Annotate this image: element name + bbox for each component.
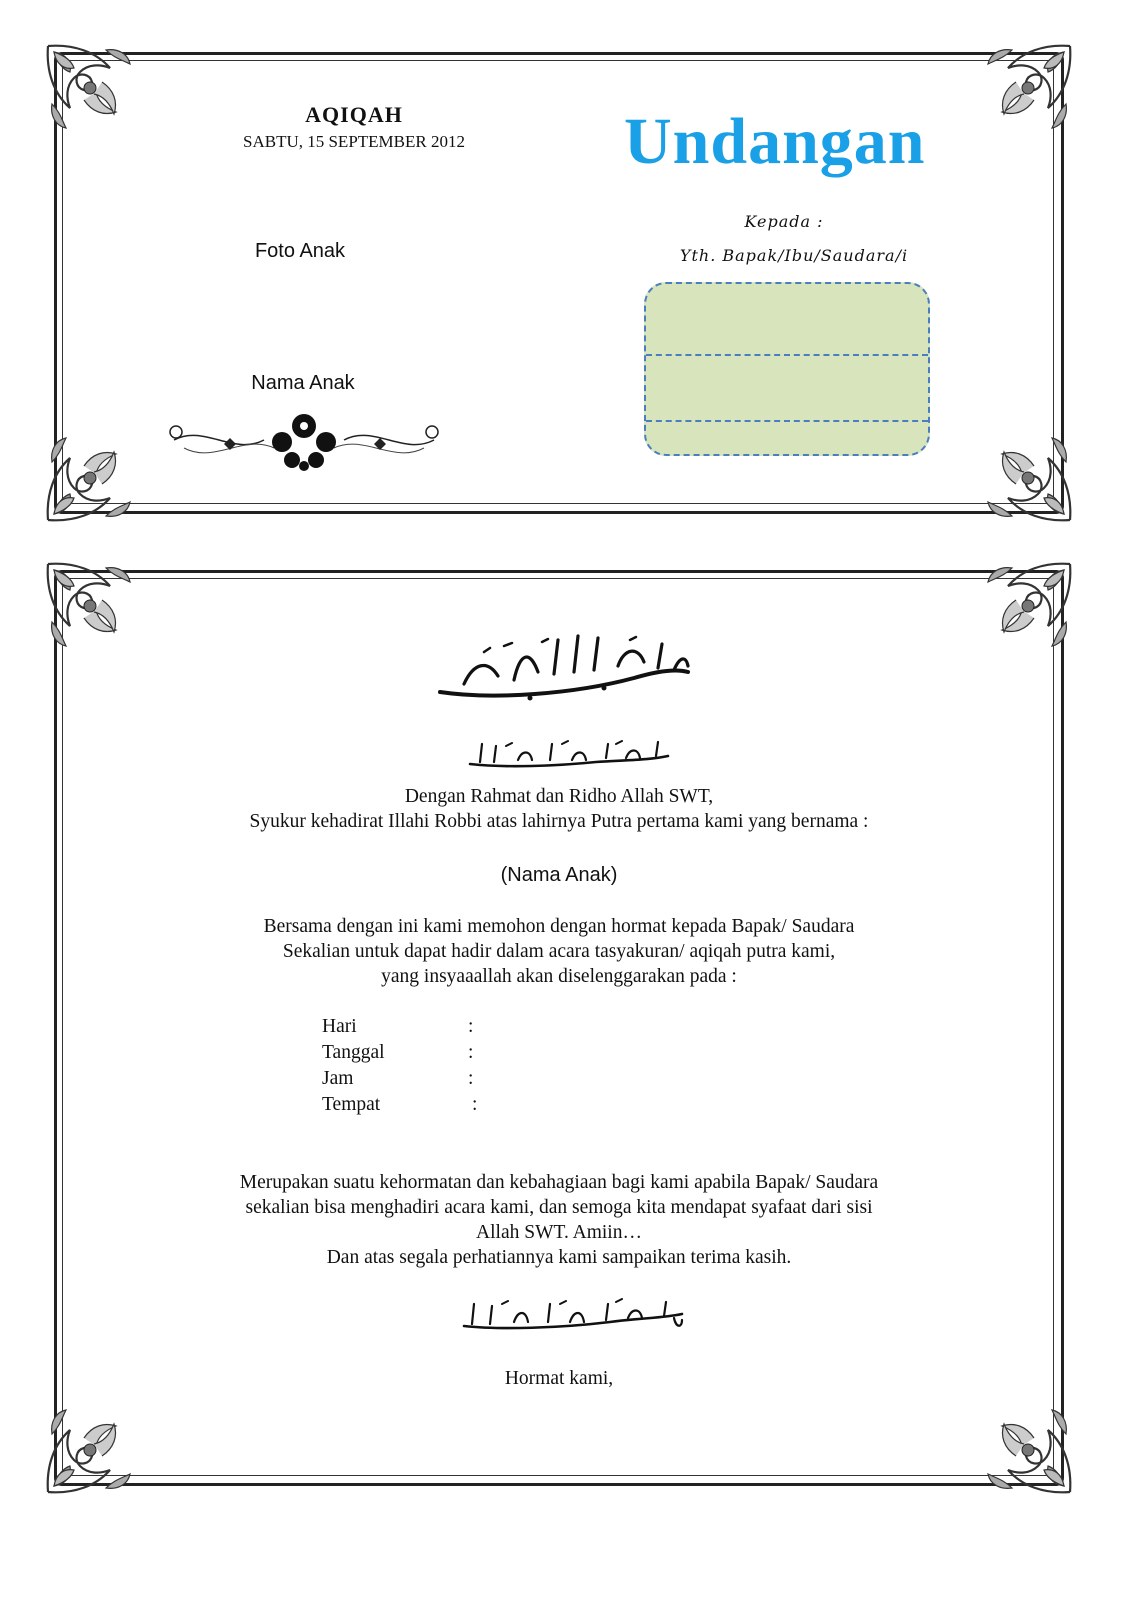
corner-ornament-icon bbox=[44, 560, 134, 650]
opening-line: Syukur kehadirat Illahi Robbi atas lahirnya Putra pertama kami yang bernama : bbox=[249, 811, 869, 832]
detail-label-tanggal: Tanggal bbox=[322, 1042, 385, 1063]
detail-separator: : bbox=[468, 1068, 474, 1089]
closing-text bbox=[84, 1170, 1034, 1270]
request-line: yang insyaaallah akan diselenggarakan pada : bbox=[381, 966, 737, 987]
request-text bbox=[84, 914, 1034, 989]
event-date: SABTU, 15 SEPTEMBER 2012 bbox=[243, 132, 465, 151]
floral-divider-icon bbox=[164, 404, 444, 474]
address-line bbox=[646, 354, 928, 356]
invitation-front-card bbox=[44, 42, 1074, 524]
corner-ornament-icon bbox=[984, 1406, 1074, 1496]
name-placeholder: Nama Anak bbox=[251, 372, 355, 394]
corner-ornament-icon bbox=[44, 1406, 134, 1496]
photo-placeholder: Foto Anak bbox=[254, 240, 346, 262]
closing-line: sekalian bisa menghadiri acara kami, dan semoga kita mendapat syafaat dari sisi bbox=[245, 1197, 873, 1218]
event-title: AQIQAH bbox=[305, 102, 403, 127]
invitation-title: Undangan bbox=[624, 105, 926, 178]
waalaikumsalam-calligraphy-icon bbox=[460, 1296, 686, 1336]
detail-separator: : bbox=[468, 1016, 474, 1037]
corner-ornament-icon bbox=[984, 434, 1074, 524]
corner-ornament-icon bbox=[44, 434, 134, 524]
opening-line: Dengan Rahmat dan Ridho Allah SWT, bbox=[404, 786, 714, 807]
closing-line: Merupakan suatu kehormatan dan kebahagiaan bagi kami apabila Bapak/ Saudara bbox=[239, 1172, 879, 1193]
detail-label-hari: Hari bbox=[322, 1016, 357, 1037]
bismillah-calligraphy-icon bbox=[434, 622, 694, 708]
recipient-to-label: Kepada : bbox=[744, 212, 824, 231]
detail-separator: : bbox=[472, 1094, 478, 1115]
closing-line: Allah SWT. Amiin… bbox=[476, 1222, 642, 1243]
invitation-inside-card bbox=[44, 560, 1074, 1496]
detail-label-jam: Jam bbox=[322, 1068, 354, 1089]
assalamualaikum-calligraphy-icon bbox=[466, 738, 672, 774]
address-line bbox=[646, 420, 928, 422]
corner-ornament-icon bbox=[44, 42, 134, 132]
detail-separator: : bbox=[468, 1042, 474, 1063]
corner-ornament-icon bbox=[984, 560, 1074, 650]
address-box bbox=[644, 282, 930, 456]
request-line: Bersama dengan ini kami memohon dengan hormat kepada Bapak/ Saudara bbox=[263, 916, 855, 937]
card-border-inner bbox=[62, 578, 1054, 1476]
corner-ornament-icon bbox=[984, 42, 1074, 132]
recipient-salutation: Yth. Bapak/Ibu/Saudara/i bbox=[679, 246, 909, 265]
opening-text bbox=[84, 784, 1034, 834]
closing-line: Dan atas segala perhatiannya kami sampaikan terima kasih. bbox=[326, 1247, 792, 1268]
child-name: (Nama Anak) bbox=[500, 864, 618, 886]
request-line: Sekalian untuk dapat hadir dalam acara tasyakuran/ aqiqah putra kami, bbox=[282, 941, 836, 962]
detail-label-tempat: Tempat bbox=[322, 1094, 381, 1115]
signoff: Hormat kami, bbox=[504, 1368, 614, 1389]
